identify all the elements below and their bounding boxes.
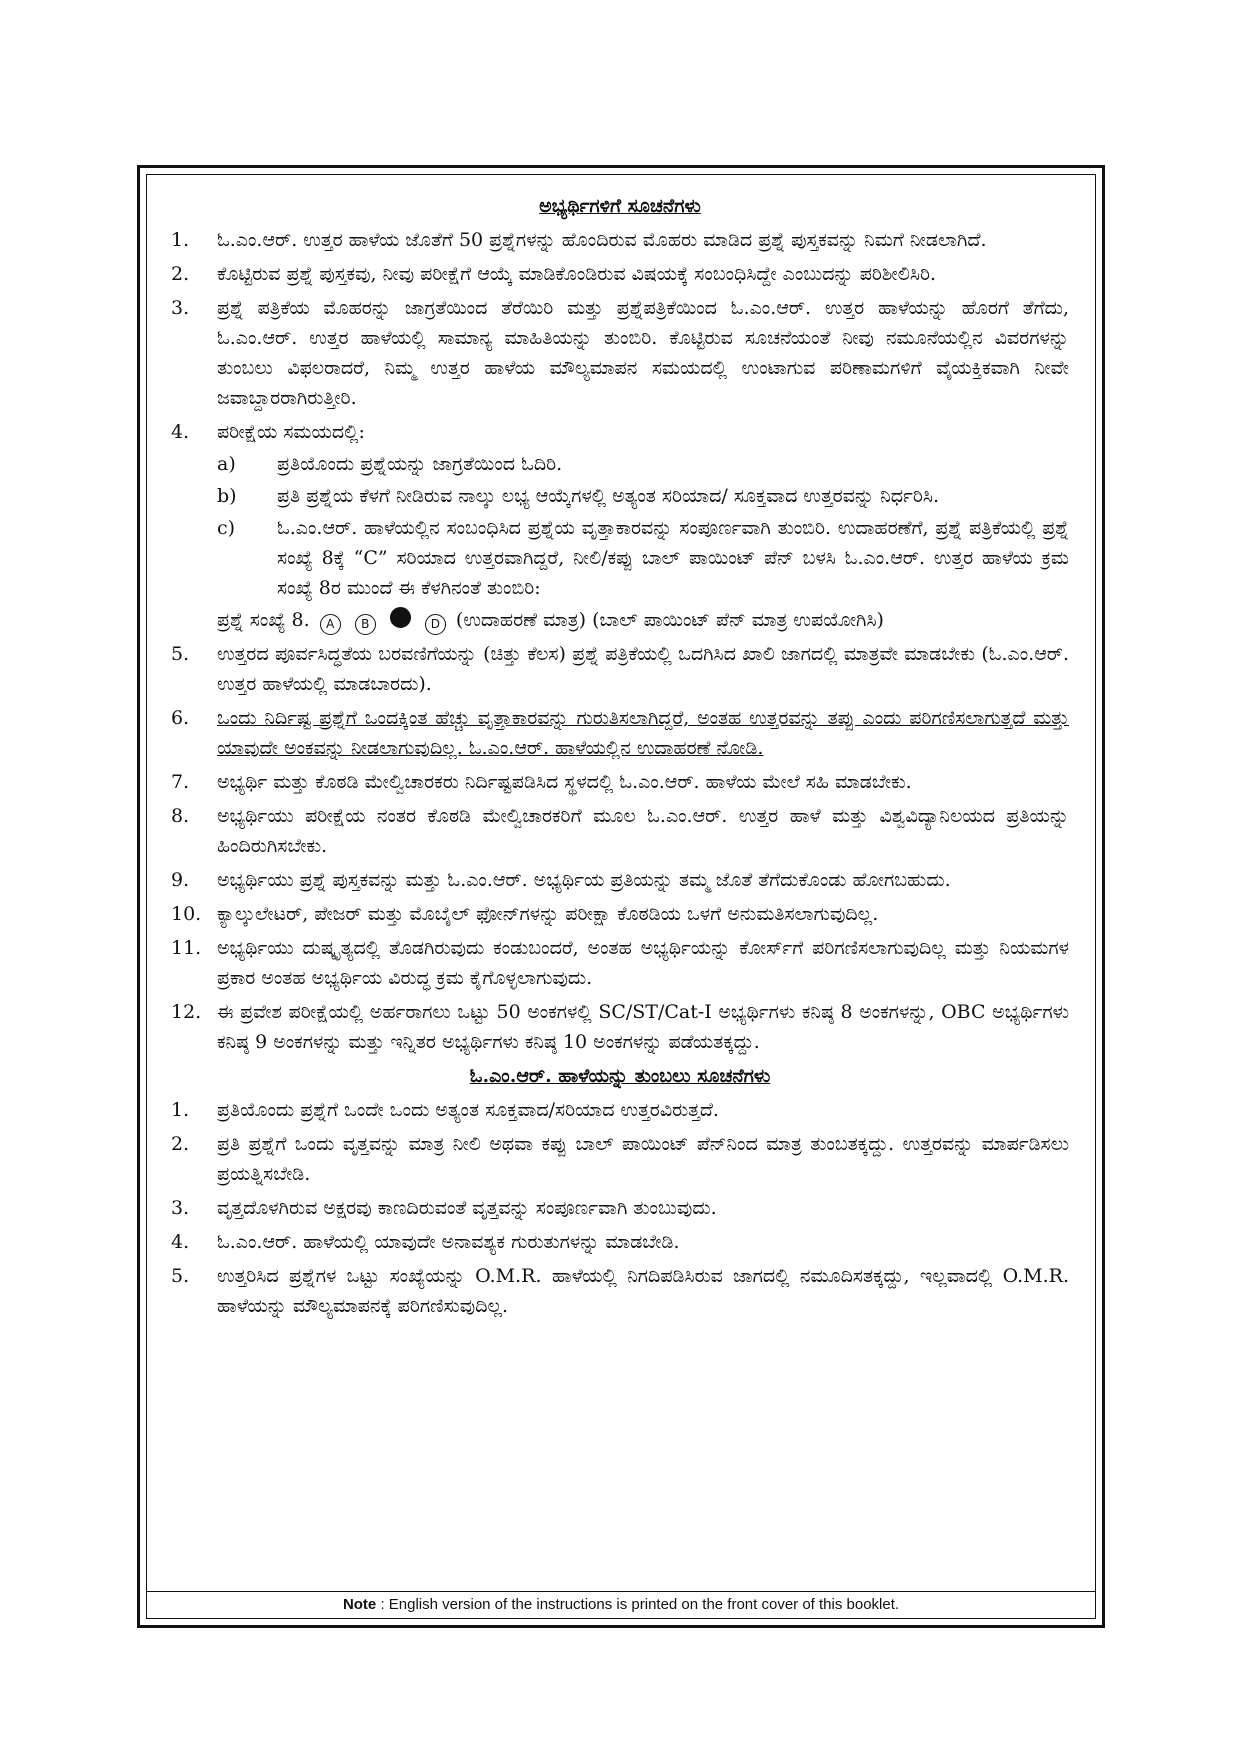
- sub-item-c: c) ಓ.ಎಂ.ಆರ್. ಹಾಳೆಯಲ್ಲಿನ ಸಂಬಂಧಿಸಿದ ಪ್ರಶ್ನೆಯ ವೃತ್ತಾಕಾರವನ್ನು ಸಂಪೂರ್ಣವಾಗಿ ತುಂಬಿರಿ. ಉದಾಹರಣೆಗೆ, ಪ್ರಶ್ನೆ ಪತ್ರಿಕೆಯಲ್ಲಿ ಪ್ರಶ್ನೆ ಸಂಖ್ಯೆ 8ಕ್ಕೆ “C” ಸರಿಯಾದ ಉತ್ತರವಾಗಿದ್ದರೆ, ನೀಲಿ/ಕಪ್ಪು ಬಾಲ್ ಪಾಯಿಂಟ್ ಪೆನ್ ಬಳಸಿ ಓ.ಎಂ.ಆರ್. ಉತ್ತರ ಹಾಳೆಯ ಕ್ರಮ ಸಂಖ್ಯೆ 8ರ ಮುಂದೆ ಈ ಕೆಳಗಿನಂತೆ ತುಂಬಿರಿ:: [217, 517, 1069, 599]
- instruction-item: 3. ಪ್ರಶ್ನೆ ಪತ್ರಿಕೆಯ ಮೊಹರನ್ನು ಜಾಗ್ರತೆಯಿಂದ ತೆರೆಯಿರಿ ಮತ್ತು ಪ್ರಶ್ನೆಪತ್ರಿಕೆಯಿಂದ ಓ.ಎಂ.ಆರ್. ಉತ್ತರ ಹಾಳೆಯನ್ನು ಹೊರಗೆ ತೆಗೆದು, ಓ.ಎಂ.ಆರ್. ಉತ್ತರ ಹಾಳೆಯಲ್ಲಿ ಸಾಮಾನ್ಯ ಮಾಹಿತಿಯನ್ನು ತುಂಬಿರಿ. ಕೊಟ್ಟಿರುವ ಸೂಚನೆಯಂತೆ ನೀವು ನಮೂನೆಯಲ್ಲಿನ ವಿವರಗಳನ್ನು ತುಂಬಲು ವಿಫಲರಾದರೆ, ನಿಮ್ಮ ಉತ್ತರ ಹಾಳೆಯ ಮೌಲ್ಯಮಾಪನ ಸಮಯದಲ್ಲಿ ಉಂಟಾಗುವ ಪರಿಣಾಮಗಳಿಗೆ ವೈಯಕ್ತಿಕವಾಗಿ ನೀವೇ ಜವಾಬ್ದಾರರಾಗಿರುತ್ತೀರಿ.: [171, 297, 1069, 409]
- option-b-circle-icon: B: [355, 614, 376, 635]
- sub-item-b: b) ಪ್ರತಿ ಪ್ರಶ್ನೆಯ ಕೆಳಗೆ ನೀಡಿರುವ ನಾಲ್ಕು ಲಭ್ಯ ಆಯ್ಕೆಗಳಲ್ಲಿ ಅತ್ಯಂತ ಸರಿಯಾದ/ ಸೂಕ್ತವಾದ ಉತ್ತರವನ್ನು ನಿರ್ಧರಿಸಿ.: [217, 485, 939, 507]
- heading-candidates: ಅಭ್ಯರ್ಥಿಗಳಿಗೆ ಸೂಚನೆಗಳು: [539, 195, 701, 217]
- note-label: Note: [342, 1596, 377, 1613]
- document-border: [137, 165, 1105, 1628]
- bubble-example: ಪ್ರಶ್ನೆ ಸಂಖ್ಯೆ 8. A B D (ಉದಾಹರಣೆ ಮಾತ್ರ) (ಬಾಲ್ ಪಾಯಿಂಟ್ ಪೆನ್ ಮಾತ್ರ ಉಪಯೋಗಿಸಿ): [217, 605, 1069, 635]
- option-d-circle-icon: D: [425, 614, 446, 635]
- omr-instruction-item: 4. ಓ.ಎಂ.ಆರ್. ಹಾಳೆಯಲ್ಲಿ ಯಾವುದೇ ಅನಾವಶ್ಯಕ ಗುರುತುಗಳನ್ನು ಮಾಡಬೇಡಿ.: [171, 1231, 680, 1253]
- sub-item-a: a) ಪ್ರತಿಯೊಂದು ಪ್ರಶ್ನೆಯನ್ನು ಜಾಗ್ರತೆಯಿಂದ ಓದಿರಿ.: [217, 453, 563, 475]
- document-inner-border: [146, 174, 1096, 1619]
- instruction-item: 10. ಕ್ಯಾಲ್ಕುಲೇಟರ್, ಪೇಜರ್ ಮತ್ತು ಮೊಬೈಲ್ ಫೋನ್‌ಗಳನ್ನು ಪರೀಕ್ಷಾ ಕೊಠಡಿಯ ಒಳಗೆ ಅನುಮತಿಸಲಾಗುವುದಿಲ್ಲ.: [171, 903, 879, 925]
- instruction-item: 7. ಅಭ್ಯರ್ಥಿ ಮತ್ತು ಕೊಠಡಿ ಮೇಲ್ವಿಚಾರಕರು ನಿರ್ದಿಷ್ಟಪಡಿಸಿದ ಸ್ಥಳದಲ್ಲಿ ಓ.ಎಂ.ಆರ್. ಹಾಳೆಯ ಮೇಲೆ ಸಹಿ ಮಾಡಬೇಕು.: [171, 771, 912, 793]
- omr-instructions-list: [171, 1095, 1069, 1321]
- instruction-item: 1. ಓ.ಎಂ.ಆರ್. ಉತ್ತರ ಹಾಳೆಯ ಜೊತೆಗೆ 50 ಪ್ರಶ್ನೆಗಳನ್ನು ಹೊಂದಿರುವ ಮೊಹರು ಮಾಡಿದ ಪ್ರಶ್ನೆ ಪುಸ್ತಕವನ್ನು ನಿಮಗೆ ನೀಡಲಾಗಿದೆ.: [171, 229, 987, 251]
- instruction-item: 4. ಪರೀಕ್ಷೆಯ ಸಮಯದಲ್ಲಿ: a) ಪ್ರತಿಯೊಂದು ಪ್ರಶ್ನೆಯನ್ನು ಜಾಗ್ರತೆಯಿಂದ ಓದಿರಿ. b) ಪ್ರತಿ ಪ್ರಶ್ನೆಯ ಕೆಳಗೆ ನೀಡಿರುವ ನಾಲ್ಕು ಲಭ್ಯ ಆಯ್ಕೆಗಳಲ್ಲಿ ಅತ್ಯಂತ ಸರಿಯಾದ/ ಸೂಕ್ತವಾದ ಉತ್ತರವನ್ನು ನಿರ್ಧರಿಸಿ. c) ಓ.ಎಂ.ಆರ್. ಹಾಳೆಯಲ್ಲಿನ ಸಂಬಂಧಿಸಿದ ಪ್ರಶ್ನೆಯ ವೃತ್ತಾಕಾರವನ್ನು ಸಂಪೂರ್ಣವಾಗಿ ತುಂಬಿರಿ. ಉದಾಹರಣೆಗೆ, ಪ್ರಶ್ನೆ ಪತ್ರಿಕೆಯಲ್ಲಿ ಪ್ರಶ್ನೆ ಸಂಖ್ಯೆ 8ಕ್ಕೆ “C” ಸರಿಯಾದ ಉತ್ತರವಾಗಿದ್ದರೆ, ನೀಲಿ/ಕಪ್ಪು ಬಾಲ್ ಪಾಯಿಂಟ್ ಪೆನ್ ಬಳಸಿ ಓ.ಎಂ.ಆರ್. ಉತ್ತರ ಹಾಳೆಯ ಕ್ರಮ ಸಂಖ್ಯೆ 8ರ ಮುಂದೆ ಈ ಕೆಳಗಿನಂತೆ ತುಂಬಿರಿ: ಪ್ರಶ್ನೆ ಸಂಖ್ಯೆ 8. A B D (ಉದಾಹರಣೆ ಮಾತ್ರ) (ಬಾಲ್ ಪಾಯಿಂಟ್ ಪೆನ್ ಮಾತ್ರ ಉಪಯೋಗಿಸಿ): [171, 417, 1069, 635]
- instructions-content: [171, 191, 1069, 1325]
- exam-time-sub-list: [217, 449, 1069, 511]
- instruction-item: 9. ಅಭ್ಯರ್ಥಿಯು ಪ್ರಶ್ನೆ ಪುಸ್ತಕವನ್ನು ಮತ್ತು ಓ.ಎಂ.ಆರ್. ಅಭ್ಯರ್ಥಿಯ ಪ್ರತಿಯನ್ನು ತಮ್ಮ ಜೊತೆ ತೆಗೆದುಕೊಂಡು ಹೋಗಬಹುದು.: [171, 869, 951, 891]
- instruction-item: 11. ಅಭ್ಯರ್ಥಿಯು ದುಷ್ಕೃತ್ಯದಲ್ಲಿ ತೊಡಗಿರುವುದು ಕಂಡುಬಂದರೆ, ಅಂತಹ ಅಭ್ಯರ್ಥಿಯನ್ನು ಕೋರ್ಸ್‌ಗೆ ಪರಿಗಣಿಸಲಾಗುವುದಿಲ್ಲ ಮತ್ತು ನಿಯಮಗಳ ಪ್ರಕಾರ ಅಂತಹ ಅಭ್ಯರ್ಥಿಯ ವಿರುದ್ಧ ಕ್ರಮ ಕೈಗೊಳ್ಳಲಾಗುವುದು.: [171, 937, 1069, 989]
- instruction-item: 6. ಒಂದು ನಿರ್ದಿಷ್ಟ ಪ್ರಶ್ನೆಗೆ ಒಂದಕ್ಕಿಂತ ಹೆಚ್ಚು ವೃತ್ತಾಕಾರವನ್ನು ಗುರುತಿಸಲಾಗಿದ್ದರೆ, ಅಂತಹ ಉತ್ತರವನ್ನು ತಪ್ಪು ಎಂದು ಪರಿಗಣಿಸಲಾಗುತ್ತದೆ ಮತ್ತು ಯಾವುದೇ ಅಂಕವನ್ನು ನೀಡಲಾಗುವುದಿಲ್ಲ. ಓ.ಎಂ.ಆರ್. ಹಾಳೆಯಲ್ಲಿನ ಉದಾಹರಣೆ ನೋಡಿ.: [171, 707, 1069, 759]
- option-c-filled-circle-icon: [390, 607, 411, 628]
- note-text: : English version of the instructions is printed on the front cover of this booklet.: [380, 1596, 900, 1613]
- omr-instruction-item: 1. ಪ್ರತಿಯೊಂದು ಪ್ರಶ್ನೆಗೆ ಒಂದೇ ಒಂದು ಅತ್ಯಂತ ಸೂಕ್ತವಾದ/ಸರಿಯಾದ ಉತ್ತರವಿರುತ್ತದೆ.: [171, 1099, 719, 1121]
- heading-omr: ಓ.ಎಂ.ಆರ್. ಹಾಳೆಯನ್ನು ತುಂಬಲು ಸೂಚನೆಗಳು: [469, 1065, 771, 1087]
- instruction-item: 5. ಉತ್ತರದ ಪೂರ್ವಸಿದ್ಧತೆಯ ಬರವಣಿಗೆಯನ್ನು (ಚಿತ್ತು ಕೆಲಸ) ಪ್ರಶ್ನೆ ಪತ್ರಿಕೆಯಲ್ಲಿ ಒದಗಿಸಿದ ಖಾಲಿ ಜಾಗದಲ್ಲಿ ಮಾತ್ರವೇ ಮಾಡಬೇಕು (ಓ.ಎಂ.ಆರ್. ಉತ್ತರ ಹಾಳೆಯಲ್ಲಿ ಮಾಡಬಾರದು).: [171, 643, 1069, 695]
- footer-note: [147, 1591, 1095, 1618]
- instruction-item: 8. ಅಭ್ಯರ್ಥಿಯು ಪರೀಕ್ಷೆಯ ನಂತರ ಕೊಠಡಿ ಮೇಲ್ವಿಚಾರಕರಿಗೆ ಮೂಲ ಓ.ಎಂ.ಆರ್. ಉತ್ತರ ಹಾಳೆ ಮತ್ತು ವಿಶ್ವವಿದ್ಯಾನಿಲಯದ ಪ್ರತಿಯನ್ನು ಹಿಂದಿರುಗಿಸಬೇಕು.: [171, 805, 1069, 857]
- instruction-item: 12. ಈ ಪ್ರವೇಶ ಪರೀಕ್ಷೆಯಲ್ಲಿ ಅರ್ಹರಾಗಲು ಒಟ್ಟು 50 ಅಂಕಗಳಲ್ಲಿ SC/ST/Cat-I ಅಭ್ಯರ್ಥಿಗಳು ಕನಿಷ್ಠ 8 ಅಂಕಗಳನ್ನು, OBC ಅಭ್ಯರ್ಥಿಗಳು ಕನಿಷ್ಠ 9 ಅಂಕಗಳನ್ನು ಮತ್ತು ಇನ್ನಿತರ ಅಭ್ಯರ್ಥಿಗಳು ಕನಿಷ್ಠ 10 ಅಂಕಗಳನ್ನು ಪಡೆಯತಕ್ಕದ್ದು.: [171, 1001, 1069, 1053]
- omr-instruction-item: 5. ಉತ್ತರಿಸಿದ ಪ್ರಶ್ನೆಗಳ ಒಟ್ಟು ಸಂಖ್ಯೆಯನ್ನು O.M.R. ಹಾಳೆಯಲ್ಲಿ ನಿಗದಿಪಡಿಸಿರುವ ಜಾಗದಲ್ಲಿ ನಮೂದಿಸತಕ್ಕದ್ದು, ಇಲ್ಲವಾದಲ್ಲಿ O.M.R. ಹಾಳೆಯನ್ನು ಮೌಲ್ಯಮಾಪನಕ್ಕೆ ಪರಿಗಣಿಸುವುದಿಲ್ಲ.: [171, 1265, 1069, 1317]
- option-a-circle-icon: A: [320, 614, 341, 635]
- candidate-instructions-list: [171, 225, 1069, 1057]
- omr-instruction-item: 3. ವೃತ್ತದೊಳಗಿರುವ ಅಕ್ಷರವು ಕಾಣದಿರುವಂತೆ ವೃತ್ತವನ್ನು ಸಂಪೂರ್ಣವಾಗಿ ತುಂಬುವುದು.: [171, 1197, 717, 1219]
- omr-instruction-item: 2. ಪ್ರತಿ ಪ್ರಶ್ನೆಗೆ ಒಂದು ವೃತ್ತವನ್ನು ಮಾತ್ರ ನೀಲಿ ಅಥವಾ ಕಪ್ಪು ಬಾಲ್ ಪಾಯಿಂಟ್ ಪೆನ್‌ನಿಂದ ಮಾತ್ರ ತುಂಬತಕ್ಕದ್ದು. ಉತ್ತರವನ್ನು ಮಾರ್ಪಡಿಸಲು ಪ್ರಯತ್ನಿಸಬೇಡಿ.: [171, 1133, 1069, 1185]
- instruction-item: 2. ಕೊಟ್ಟಿರುವ ಪ್ರಶ್ನೆ ಪುಸ್ತಕವು, ನೀವು ಪರೀಕ್ಷೆಗೆ ಆಯ್ಕೆ ಮಾಡಿಕೊಂಡಿರುವ ವಿಷಯಕ್ಕೆ ಸಂಬಂಧಿಸಿದ್ದೇ ಎಂಬುದನ್ನು ಪರಿಶೀಲಿಸಿರಿ.: [171, 263, 937, 285]
